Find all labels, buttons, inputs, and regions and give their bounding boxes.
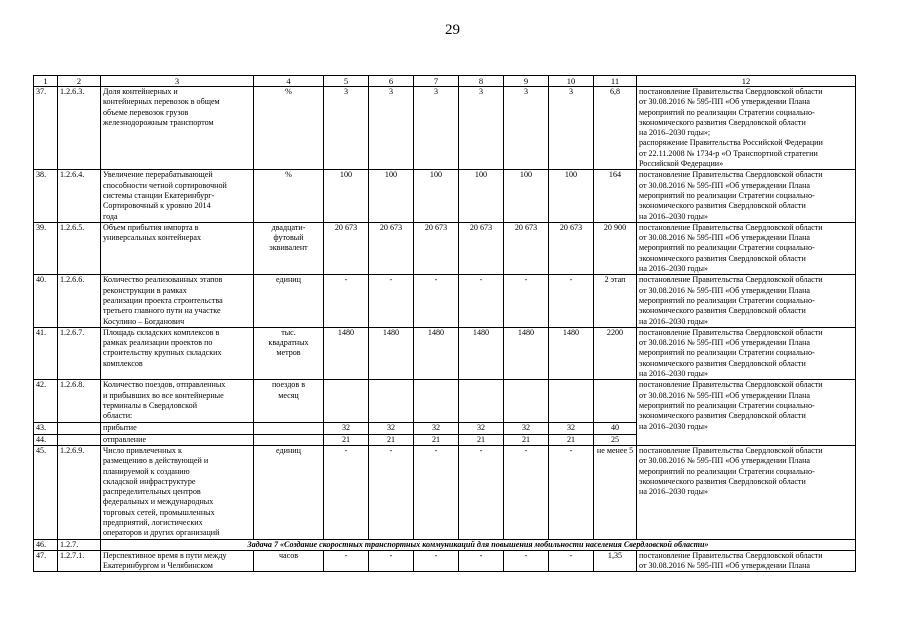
unit-cell xyxy=(254,380,324,423)
table-row xyxy=(34,550,856,572)
cell-line: постановление Правительства Свердловской области xyxy=(639,380,823,390)
cell-line: операторов и других организаций xyxy=(103,528,220,538)
cell-line: на 2016–2030 годы» xyxy=(639,421,708,431)
cell-line: экономического развития Свердловской области xyxy=(639,117,806,127)
value-cell: - xyxy=(549,550,594,572)
cell-line: складской инфраструктуре xyxy=(103,476,196,486)
header-cell: 3 xyxy=(101,76,254,87)
row-code: 1.2.7. xyxy=(58,539,101,550)
cell-line: постановление Правительства Свердловской области xyxy=(639,87,823,96)
indicator-name xyxy=(101,445,254,539)
cell-line: футовый xyxy=(273,233,304,243)
row-number: 46. xyxy=(34,539,58,550)
cell-line: Российской Федерации» xyxy=(639,159,724,169)
indicator-name xyxy=(101,275,254,327)
indicator-name xyxy=(101,170,254,222)
row-number: 40. xyxy=(34,275,58,327)
value-cell: 100 xyxy=(459,170,504,222)
value-cell: 21 xyxy=(369,434,414,445)
cell-line: метров xyxy=(276,348,301,358)
row-number: 38. xyxy=(34,170,58,222)
cell-line: мероприятий по реализации Стратегии социально- xyxy=(639,243,815,253)
header-cell: 9 xyxy=(504,76,549,87)
cell-line: объеме перевозок грузов xyxy=(103,107,189,117)
unit-cell xyxy=(254,87,324,170)
cell-line: отправление xyxy=(103,434,147,444)
row-number: 39. xyxy=(34,222,58,274)
cell-line: на 2016–2030 годы» xyxy=(639,264,708,274)
indicators-table xyxy=(33,75,856,572)
cell-line: экономического развития Свердловской области xyxy=(639,201,806,211)
value-cell: 1480 xyxy=(414,327,459,379)
cell-line: экономического развития Свердловской области xyxy=(639,253,806,263)
value-cell xyxy=(594,380,637,423)
value-cell: 3 xyxy=(504,87,549,170)
cell-line: поездов в xyxy=(271,380,306,390)
cell-line: постановление Правительства Свердловской области xyxy=(639,327,823,337)
value-cell: не менее 5 xyxy=(594,445,637,539)
cell-line: Сортировочный к уровню 2014 xyxy=(103,201,211,211)
header-cell: 1 xyxy=(34,76,58,87)
cell-line: на 2016–2030 годы» xyxy=(639,369,708,379)
cell-line: квадратных xyxy=(268,338,309,348)
header-row xyxy=(34,76,856,87)
cell-line: экономического развития Свердловской области xyxy=(639,358,806,368)
value-cell: - xyxy=(549,275,594,327)
basis-cell xyxy=(637,445,856,539)
basis-cell xyxy=(637,550,856,572)
cell-line: единиц xyxy=(276,445,301,455)
value-cell: 100 xyxy=(324,170,369,222)
row-code: 1.2.6.3. xyxy=(58,87,101,170)
value-cell: 32 xyxy=(459,423,504,434)
cell-line: от 30.08.2016 № 595-ПП «Об утверждении Плана xyxy=(639,180,810,190)
cell-line: Объем прибытия импорта в xyxy=(103,222,199,232)
indicator-name xyxy=(101,423,254,434)
value-cell: 6,8 xyxy=(594,87,637,170)
cell-line: торговых сетей, промышленных xyxy=(103,507,215,517)
cell-line: рамках реализации проектов по xyxy=(103,338,213,348)
row-number: 47. xyxy=(34,550,58,572)
cell-line: Площадь складских комплексов в xyxy=(103,327,220,337)
row-code: 1.2.6.9. xyxy=(58,445,101,539)
value-cell: - xyxy=(459,550,504,572)
value-cell xyxy=(504,380,549,423)
value-cell: 32 xyxy=(324,423,369,434)
value-cell: 20 673 xyxy=(549,222,594,274)
cell-line: мероприятий по реализации Стратегии социально- xyxy=(639,466,815,476)
basis-cell xyxy=(637,327,856,379)
cell-line: % xyxy=(285,170,292,180)
basis-cell xyxy=(637,170,856,222)
cell-line: экономического развития Свердловской области xyxy=(639,306,806,316)
header-cell: 4 xyxy=(254,76,324,87)
cell-line: реализации проекта строительства xyxy=(103,295,223,305)
cell-line: мероприятий по реализации Стратегии социально- xyxy=(639,348,815,358)
row-code: 1.2.6.5. xyxy=(58,222,101,274)
unit-cell xyxy=(254,434,324,445)
value-cell: 1480 xyxy=(504,327,549,379)
cell-line: мероприятий по реализации Стратегии социально- xyxy=(639,107,815,117)
value-cell: - xyxy=(369,550,414,572)
value-cell: - xyxy=(369,275,414,327)
row-number: 45. xyxy=(34,445,58,539)
cell-line: от 30.08.2016 № 595-ПП «Об утверждении Плана xyxy=(639,561,810,571)
row-number: 44. xyxy=(34,434,58,445)
cell-line: комплексов xyxy=(103,358,143,368)
basis-cell xyxy=(637,222,856,274)
table-row xyxy=(34,275,856,327)
value-cell: - xyxy=(414,275,459,327)
value-cell: - xyxy=(459,275,504,327)
value-cell: 20 673 xyxy=(369,222,414,274)
header-cell: 6 xyxy=(369,76,414,87)
cell-line: единиц xyxy=(276,275,301,285)
unit-cell xyxy=(254,275,324,327)
value-cell: 21 xyxy=(414,434,459,445)
task-title: Задача 7 «Создание скоростных транспортных коммуникаций для повышения мобильности населения Свердловской области» xyxy=(101,539,856,550)
basis-cell xyxy=(637,275,856,327)
cell-line: мероприятий по реализации Стратегии социально- xyxy=(639,295,815,305)
cell-line: постановление Правительства Свердловской области xyxy=(639,222,823,232)
cell-line: от 30.08.2016 № 595-ПП «Об утверждении Плана xyxy=(639,338,810,348)
cell-line: на 2016–2030 годы» xyxy=(639,211,708,221)
value-cell: 20 673 xyxy=(504,222,549,274)
cell-line: и прибывших во все контейнерные xyxy=(103,390,224,400)
value-cell: - xyxy=(369,445,414,539)
cell-line: % xyxy=(285,87,292,96)
header-cell: 5 xyxy=(324,76,369,87)
value-cell: 21 xyxy=(504,434,549,445)
value-cell: 1,35 xyxy=(594,550,637,572)
value-cell xyxy=(324,380,369,423)
header-cell: 8 xyxy=(459,76,504,87)
cell-line: строительству крупных складских xyxy=(103,348,222,358)
cell-line: способности четной сортировочной xyxy=(103,180,227,190)
row-number: 43. xyxy=(34,423,58,434)
page-number: 29 xyxy=(445,22,460,38)
table-row xyxy=(34,380,856,423)
cell-line: Екатеринбургом и Челябинском xyxy=(103,561,213,571)
value-cell: 3 xyxy=(324,87,369,170)
cell-line: от 30.08.2016 № 595-ПП «Об утверждении Плана xyxy=(639,233,810,243)
cell-line: размещению в действующей и xyxy=(103,456,209,466)
cell-line: постановление Правительства Свердловской области xyxy=(639,275,823,285)
cell-line: Увеличение перерабатывающей xyxy=(103,170,213,180)
value-cell: 32 xyxy=(369,423,414,434)
value-cell: - xyxy=(414,550,459,572)
value-cell: 1480 xyxy=(369,327,414,379)
row-code: 1.2.6.7. xyxy=(58,327,101,379)
value-cell: 100 xyxy=(369,170,414,222)
value-cell: 2200 xyxy=(594,327,637,379)
header-cell: 12 xyxy=(637,76,856,87)
cell-line: на 2016–2030 годы» xyxy=(639,487,708,497)
indicator-name xyxy=(101,434,254,445)
cell-line: системы станции Екатеринбург- xyxy=(103,190,215,200)
value-cell: 20 673 xyxy=(324,222,369,274)
value-cell: 20 673 xyxy=(459,222,504,274)
cell-line: третьего главного пути на участке xyxy=(103,306,221,316)
cell-line: Доля контейнерных и xyxy=(103,87,178,96)
cell-line: предприятий, логистических xyxy=(103,517,203,527)
table-row xyxy=(34,222,856,274)
value-cell: 100 xyxy=(504,170,549,222)
cell-line: универсальных контейнерах xyxy=(103,233,202,243)
value-cell: 21 xyxy=(459,434,504,445)
cell-line: от 30.08.2016 № 595-ПП «Об утверждении Плана xyxy=(639,456,810,466)
table-row xyxy=(34,87,856,170)
value-cell: 1480 xyxy=(549,327,594,379)
row-code: 1.2.6.4. xyxy=(58,170,101,222)
row-code: 1.2.7.1. xyxy=(58,550,101,572)
row-number: 42. xyxy=(34,380,58,423)
cell-line: экономического развития Свердловской области xyxy=(639,476,806,486)
value-cell xyxy=(459,380,504,423)
unit-cell xyxy=(254,445,324,539)
value-cell: - xyxy=(549,445,594,539)
unit-cell xyxy=(254,423,324,434)
value-cell: - xyxy=(504,550,549,572)
value-cell: - xyxy=(504,275,549,327)
value-cell: 100 xyxy=(414,170,459,222)
cell-line: распределительных центров xyxy=(103,487,201,497)
value-cell: - xyxy=(504,445,549,539)
cell-line: двадцати- xyxy=(271,222,306,232)
cell-line: Косулино – Богданович xyxy=(103,316,185,326)
table-row xyxy=(34,170,856,222)
cell-line: от 30.08.2016 № 595-ПП «Об утверждении Плана xyxy=(639,390,810,400)
value-cell: 164 xyxy=(594,170,637,222)
cell-line: года xyxy=(103,211,118,221)
value-cell: 3 xyxy=(414,87,459,170)
row-code xyxy=(58,434,101,445)
indicator-name xyxy=(101,327,254,379)
value-cell: 32 xyxy=(504,423,549,434)
cell-line: от 30.08.2016 № 595-ПП «Об утверждении Плана xyxy=(639,285,810,295)
cell-line: часов xyxy=(278,550,299,560)
cell-line: Число привлеченных к xyxy=(103,445,182,455)
value-cell: 1480 xyxy=(459,327,504,379)
cell-line: тыс. xyxy=(281,327,296,337)
cell-line: контейнерных перевозок в общем xyxy=(103,97,220,107)
cell-line: Перспективное время в пути между xyxy=(103,550,227,560)
header-cell: 10 xyxy=(549,76,594,87)
cell-line: федеральных и международных xyxy=(103,497,214,507)
value-cell: - xyxy=(324,445,369,539)
value-cell xyxy=(414,380,459,423)
cell-line: распоряжение Правительства Российской Федерации xyxy=(639,138,823,148)
cell-line: Количество реализованных этапов xyxy=(103,275,223,285)
cell-line: на 2016–2030 годы» xyxy=(639,316,708,326)
value-cell: 3 xyxy=(369,87,414,170)
cell-line: постановление Правительства Свердловской области xyxy=(639,550,823,560)
value-cell: 100 xyxy=(549,170,594,222)
value-cell: - xyxy=(324,550,369,572)
value-cell xyxy=(549,380,594,423)
value-cell: - xyxy=(414,445,459,539)
cell-line: от 22.11.2008 № 1734-р «О Транспортной стратегии xyxy=(639,148,818,158)
value-cell: 20 673 xyxy=(414,222,459,274)
value-cell: 3 xyxy=(459,87,504,170)
cell-line: Количество поездов, отправленных xyxy=(103,380,226,390)
cell-line: эквивалент xyxy=(269,243,308,253)
row-code: 1.2.6.6. xyxy=(58,275,101,327)
cell-line: области: xyxy=(103,411,133,421)
header-cell: 11 xyxy=(594,76,637,87)
task-row xyxy=(34,539,856,550)
basis-cell xyxy=(637,87,856,170)
cell-line: постановление Правительства Свердловской области xyxy=(639,445,823,455)
header-cell: 2 xyxy=(58,76,101,87)
cell-line: планируемой к созданию xyxy=(103,466,190,476)
unit-cell xyxy=(254,550,324,572)
cell-line: от 30.08.2016 № 595-ПП «Об утверждении Плана xyxy=(639,97,810,107)
value-cell: - xyxy=(324,275,369,327)
indicator-name xyxy=(101,222,254,274)
cell-line: на 2016–2030 годы»; xyxy=(639,128,711,138)
value-cell: 21 xyxy=(324,434,369,445)
value-cell: 20 900 xyxy=(594,222,637,274)
indicator-name xyxy=(101,380,254,423)
value-cell: 40 xyxy=(594,423,637,434)
unit-cell xyxy=(254,327,324,379)
value-cell: 3 xyxy=(549,87,594,170)
cell-line: мероприятий по реализации Стратегии социально- xyxy=(639,190,815,200)
value-cell: 25 xyxy=(594,434,637,445)
indicator-name xyxy=(101,550,254,572)
cell-line: мероприятий по реализации Стратегии социально- xyxy=(639,400,815,410)
value-cell: 21 xyxy=(549,434,594,445)
indicator-name xyxy=(101,87,254,170)
header-cell: 7 xyxy=(414,76,459,87)
basis-cell xyxy=(637,380,856,446)
row-number: 41. xyxy=(34,327,58,379)
row-code xyxy=(58,423,101,434)
table-row xyxy=(34,445,856,539)
value-cell: 1480 xyxy=(324,327,369,379)
value-cell: 32 xyxy=(414,423,459,434)
row-number: 37. xyxy=(34,87,58,170)
value-cell: 2 этап xyxy=(594,275,637,327)
cell-line: постановление Правительства Свердловской области xyxy=(639,170,823,180)
cell-line: реконструкции в рамках xyxy=(103,285,187,295)
unit-cell xyxy=(254,222,324,274)
row-code: 1.2.6.8. xyxy=(58,380,101,423)
value-cell xyxy=(369,380,414,423)
cell-line: экономического развития Свердловской области xyxy=(639,411,806,421)
unit-cell xyxy=(254,170,324,222)
cell-line: железнодорожным транспортом xyxy=(103,117,214,127)
cell-line: месяц xyxy=(278,390,299,400)
table-row xyxy=(34,327,856,379)
cell-line: прибытие xyxy=(103,423,137,433)
value-cell: - xyxy=(459,445,504,539)
value-cell: 32 xyxy=(549,423,594,434)
cell-line: терминалы в Свердловской xyxy=(103,400,198,410)
